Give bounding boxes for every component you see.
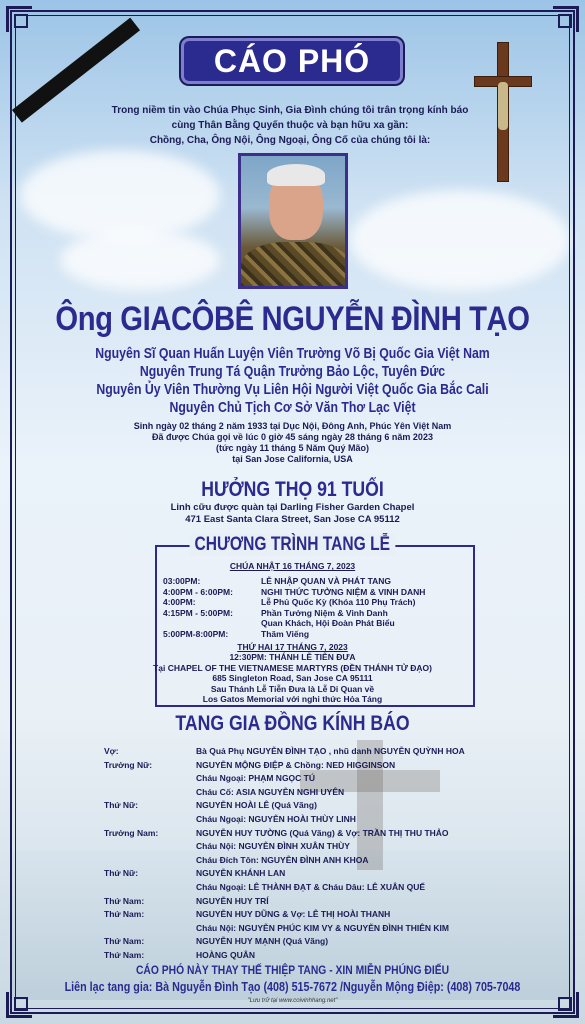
family-names: Cháu Nội: NGUYỄN PHÚC KIM VY & NGUYỄN ĐÌNH THIÊN KIM xyxy=(196,922,449,933)
family-list xyxy=(104,745,465,963)
bio-line: Đã được Chúa gọi về lúc 0 giờ 45 sáng ngày 28 tháng 6 năm 2023 xyxy=(152,432,433,442)
family-row xyxy=(104,895,465,909)
intro-line: cùng Thân Bằng Quyến thuộc và bạn hữu xa gần: xyxy=(171,120,409,131)
portrait-photo xyxy=(238,153,348,289)
family-role xyxy=(104,813,196,827)
chapel-info xyxy=(0,502,585,526)
family-row xyxy=(104,867,465,881)
program-title-wrap xyxy=(0,534,585,556)
chapel-line: Linh cữu được quàn tại Darling Fisher Garden Chapel xyxy=(170,502,415,513)
schedule-event: Quan Khách, Hội Đoàn Phát Biểu xyxy=(261,618,395,628)
family-role xyxy=(104,854,196,868)
bio-text xyxy=(0,421,585,465)
schedule-event: NGHI THỨC TƯỞNG NIỆM & VINH DANH xyxy=(261,586,426,597)
family-names: Cháu Cố: ASIA NGUYỄN NGHI UYÊN xyxy=(196,786,345,797)
family-role: Thứ Nữ: xyxy=(104,800,139,811)
corner-ornament xyxy=(553,992,579,1018)
schedule-row xyxy=(163,629,425,640)
family-role: Thứ Nam: xyxy=(104,949,145,960)
family-row xyxy=(104,827,465,841)
schedule-time: 4:15PM - 5:00PM: xyxy=(163,607,233,618)
day1-heading: CHÚA NHẬT 16 THÁNG 7, 2023 xyxy=(229,561,356,571)
schedule-row xyxy=(163,608,425,619)
family-names: NGUYỄN HUY MẠNH (Quá Vãng) xyxy=(196,936,329,947)
footer-credit: "Lưu trữ tại www.coivinhhang.net" xyxy=(247,998,338,1004)
corner-ornament xyxy=(553,6,579,32)
family-role xyxy=(104,786,196,800)
family-row xyxy=(104,922,465,936)
family-names: Cháu Ngoại: LÊ THÀNH ĐẠT & Cháu Dâu: LÊ XUÂN QUẾ xyxy=(196,881,426,892)
schedule-time: 4:00PM - 6:00PM: xyxy=(163,586,233,597)
family-role xyxy=(104,772,196,786)
title-line: Nguyên Trung Tá Quận Trưởng Bảo Lộc, Tuyên Đức xyxy=(139,363,446,380)
family-role: Thứ Nữ: xyxy=(104,868,139,879)
family-role: Trưởng Nam: xyxy=(104,827,159,838)
family-names: NGUYỄN KHÁNH LAN xyxy=(196,868,286,879)
family-names: Cháu Ngoại: NGUYỄN HOÀI THÙY LINH xyxy=(196,813,356,824)
day2-line: 12:30PM: THÁNH LỄ TIỄN ĐƯA xyxy=(229,652,356,662)
age-heading: HƯỞNG THỌ 91 TUỔI xyxy=(201,478,384,501)
family-role xyxy=(104,840,196,854)
family-names: NGUYỄN HUY TRÍ xyxy=(196,895,269,906)
title-line: Nguyên Sĩ Quan Huấn Luyện Viên Trường Võ Bị Quốc Gia Việt Nam xyxy=(95,345,490,362)
day2-heading: THỨ HAI 17 THÁNG 7, 2023 xyxy=(237,642,348,652)
family-names: NGUYỄN MỘNG ĐIỆP & Chồng: NED HIGGINSON xyxy=(196,759,396,770)
intro-line: Trong niềm tin vào Chúa Phục Sinh, Gia Đình chúng tôi trân trọng kính báo xyxy=(111,105,469,116)
family-role: Vợ: xyxy=(104,746,119,756)
title-banner xyxy=(181,38,403,84)
title-line: Nguyên Ủy Viên Thường Vụ Liên Hội Người Việt Quốc Gia Bắc Cali xyxy=(96,381,489,398)
family-names: Bà Quả Phụ NGUYỄN ĐÌNH TẠO , nhũ danh NGUYỄN QUỲNH HOA xyxy=(196,746,465,756)
day2-details xyxy=(0,652,585,705)
deceased-name: Ông GIACÔBÊ NGUYỄN ĐÌNH TẠO xyxy=(55,300,530,338)
schedule-event: LỄ NHẬP QUAN VÀ PHÁT TANG xyxy=(261,576,392,586)
intro-line: Chồng, Cha, Ông Nội, Ông Ngoại, Ông Cố của chúng tôi là: xyxy=(149,135,431,146)
chapel-line: 471 East Santa Clara Street, San Jose CA 95112 xyxy=(185,514,400,525)
program-title: CHƯƠNG TRÌNH TANG LỄ xyxy=(190,534,395,556)
family-row xyxy=(104,935,465,949)
schedule-row xyxy=(163,618,425,629)
family-role: Thứ Nam: xyxy=(104,895,145,906)
family-role xyxy=(104,922,196,936)
family-names: Cháu Ngoại: PHẠM NGỌC TÚ xyxy=(196,773,315,784)
family-role: Thứ Nam: xyxy=(104,936,145,947)
intro-text xyxy=(60,103,520,148)
family-row xyxy=(104,799,465,813)
family-role: Thứ Nam: xyxy=(104,909,145,920)
family-row xyxy=(104,745,465,759)
bio-line: Sinh ngày 02 tháng 2 năm 1933 tại Dục Nội, Đông Anh, Phúc Yên Việt Nam xyxy=(133,421,452,431)
family-row xyxy=(104,949,465,963)
bio-line: tại San Jose California, USA xyxy=(232,454,353,464)
family-role: Trưởng Nữ: xyxy=(104,759,153,770)
family-row xyxy=(104,840,465,854)
footer-contact: Liên lạc tang gia: Bà Nguyễn Đình Tạo (408) 515-7672 /Nguyễn Mộng Điệp: (408) 705-7048 xyxy=(64,980,521,994)
schedule-event: Thăm Viếng xyxy=(261,628,310,639)
corner-ornament xyxy=(6,992,32,1018)
bio-line: (tức ngày 11 tháng 5 Năm Quý Mão) xyxy=(215,443,370,453)
day2-line: Tại CHAPEL OF THE VIETNAMESE MARTYRS (ĐỀN THÁNH TỬ ĐẠO) xyxy=(153,662,432,673)
schedule-row xyxy=(163,576,425,587)
page-title: CÁO PHÓ xyxy=(213,42,371,79)
family-row xyxy=(104,772,465,786)
day1-schedule xyxy=(163,576,425,639)
schedule-time: 5:00PM-8:00PM: xyxy=(163,628,229,639)
footer-notice: CÁO PHÓ NÀY THAY THẾ THIỆP TANG - XIN MIỄN PHÚNG ĐIẾU xyxy=(135,963,450,977)
family-row xyxy=(104,908,465,922)
schedule-row xyxy=(163,587,425,598)
family-names: NGUYỄN HUY TƯỜNG (Quá Vãng) & Vợ: TRẦN THỊ THU THẢO xyxy=(196,827,449,838)
family-heading: TANG GIA ĐỒNG KÍNH BÁO xyxy=(175,712,410,735)
schedule-event: Lễ Phủ Quốc Kỳ (Khóa 110 Phụ Trách) xyxy=(261,597,416,607)
family-row xyxy=(104,759,465,773)
family-role xyxy=(104,881,196,895)
corner-ornament xyxy=(6,6,32,32)
schedule-event: Phần Tưởng Niệm & Vinh Danh xyxy=(261,607,388,618)
family-names: HOÀNG QUÂN xyxy=(196,949,256,960)
family-row xyxy=(104,881,465,895)
title-line: Nguyên Chủ Tịch Cơ Sở Văn Thơ Lạc Việt xyxy=(169,399,416,416)
family-names: Cháu Nội: NGUYỄN ĐÌNH XUÂN THÙY xyxy=(196,841,350,852)
schedule-row xyxy=(163,597,425,608)
family-row xyxy=(104,813,465,827)
day2-line: 685 Singleton Road, San Jose CA 95111 xyxy=(212,673,373,683)
schedule-time xyxy=(163,618,261,629)
family-names: NGUYỄN HOÀI LÊ (Quá Vãng) xyxy=(196,800,317,811)
family-row xyxy=(104,854,465,868)
day2-line: Los Gatos Memorial với nghi thức Hỏa Táng xyxy=(202,694,383,704)
day2-line: Sau Thánh Lễ Tiễn Đưa là Lễ Di Quan về xyxy=(210,683,375,694)
family-names: Cháu Đích Tôn: NGUYỄN ĐÌNH ANH KHOA xyxy=(196,854,369,865)
schedule-time: 4:00PM: xyxy=(163,597,196,607)
family-row xyxy=(104,786,465,800)
deceased-titles xyxy=(0,345,585,417)
family-names: NGUYỄN HUY DŨNG & Vợ: LÊ THỊ HOÀI THANH xyxy=(196,909,391,920)
schedule-time: 03:00PM: xyxy=(163,576,201,586)
